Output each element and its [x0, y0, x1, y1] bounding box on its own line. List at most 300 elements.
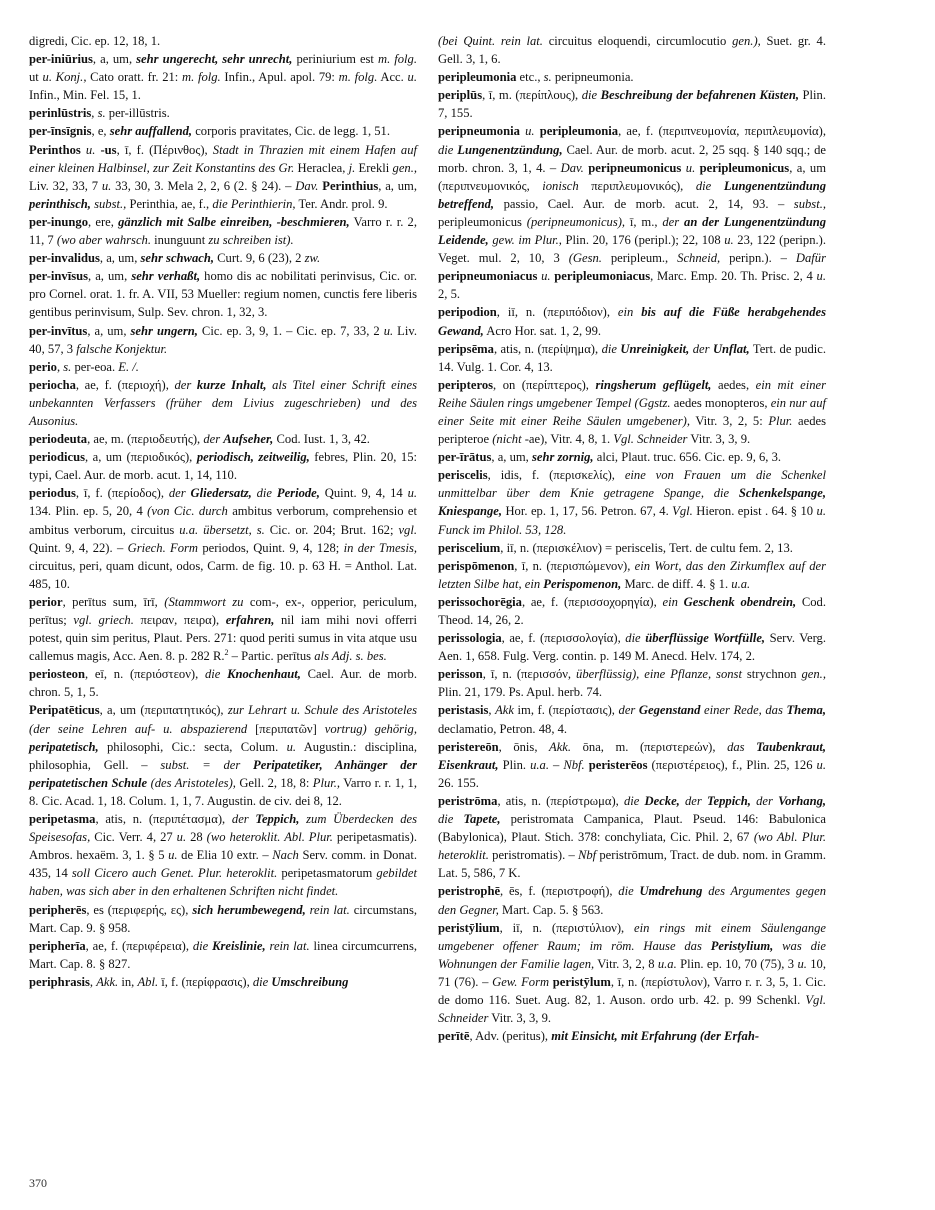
entry-text: j. — [348, 160, 356, 175]
headword: peripherēs — [29, 902, 87, 917]
translation: Thema, — [786, 703, 826, 718]
entry-text: Acro Hor. sat. 1, 2, 99. — [483, 323, 602, 338]
left-column — [29, 32, 417, 991]
dictionary-entry-peripteros — [438, 376, 826, 448]
headword: perior — [29, 594, 63, 609]
entry-text — [240, 758, 253, 772]
dictionary-entry-peripheres — [29, 901, 417, 937]
entry-text: (wo heteroklit. Abl. Plur. — [206, 830, 333, 845]
translation: Lungenentzündung betreffend, — [438, 178, 827, 211]
entry-text: s. — [543, 70, 552, 85]
headword: perispōmenon — [438, 558, 515, 573]
dictionary-entry-periphrasis-cont — [438, 32, 826, 68]
entry-text: ambitus verborum, comprehensio et ambitus verborum, circuitus — [29, 504, 417, 537]
entry-text: , a, um, — [378, 178, 417, 193]
headword: per-invalidus — [29, 251, 100, 266]
entry-text: circumstans, Mart. Cap. 9. § 958. — [29, 902, 417, 935]
entry-text: , atis, n. (περίψημα), — [493, 341, 602, 356]
entry-text: , ere, — [88, 214, 119, 229]
entry-text: peristromatis). – — [488, 848, 578, 863]
entry-text: u. — [286, 739, 297, 754]
entry-text: Quint. 9, 4, 14 — [319, 486, 408, 501]
entry-text: 26. 155. — [438, 775, 479, 790]
translation: kurze Inhalt, — [196, 377, 267, 392]
headword: perisson — [438, 667, 483, 682]
entry-text: aedes monopteros, — [670, 395, 771, 410]
headword: peristrophē — [438, 884, 501, 899]
entry-text: u. — [685, 160, 696, 175]
entry-text: febres, Plin. 20, 15: typi, Cael. Aur. de morb. acut. 1, 14, 110. — [29, 450, 418, 483]
entry-text: , ī, m. (περίπλους), — [482, 88, 582, 103]
entry-text: des Argumentes gegen den Gegner, — [438, 884, 826, 917]
headword: peripleumonicus — [699, 160, 790, 175]
entry-text: Suet. gr. 4. Gell. 3, 1, 6. — [438, 34, 826, 67]
entry-text: declamatio, Petron. 48, 4. — [438, 721, 568, 736]
entry-text: Hieron. epist . 64. § 10 — [692, 504, 817, 519]
entry-text: die — [204, 667, 221, 682]
entry-text: u.a. — [657, 956, 677, 971]
entry-text: Varro r. r. 2, 11, 7 — [29, 214, 417, 248]
entry-text: Vgl. Schneider — [613, 432, 688, 447]
translation: Tapete, — [463, 812, 501, 827]
headword: peripneumoniacus — [438, 269, 538, 284]
translation: Gegenstand — [638, 703, 701, 718]
dictionary-entry-peristylium — [438, 919, 826, 1028]
headword: periodus — [29, 486, 76, 501]
dictionary-entry-per-invalidus — [29, 249, 417, 267]
translation: Umschreibung — [271, 974, 349, 989]
entry-text: der — [685, 793, 702, 808]
entry-text: periniurium est — [292, 52, 378, 67]
entry-text: Schneid, — [677, 251, 721, 266]
entry-text: s. — [97, 106, 106, 121]
entry-text: per-eoa. — [71, 359, 119, 374]
entry-text: der — [662, 214, 680, 229]
entry-text: Akk. — [96, 974, 119, 989]
entry-text: Akk. — [549, 739, 572, 754]
headword: perissologia — [438, 631, 502, 646]
entry-text: per-illūstris. — [105, 106, 170, 121]
entry-text: s. — [63, 359, 72, 374]
entry-text: subst., — [94, 196, 127, 211]
entry-text: das — [727, 739, 745, 754]
entry-text: (von Cic. durch — [147, 504, 228, 519]
entry-text: die — [581, 88, 598, 103]
entry-text: , a, um (περιπνευμονικός, — [438, 160, 827, 193]
translation: bis auf die Füße herabgehendes Gewand, — [438, 305, 826, 338]
page-number: 370 — [29, 1176, 47, 1190]
headword: per-īnsīgnis — [29, 124, 92, 139]
headword: periocha — [29, 377, 76, 392]
entry-text: Cic. or. 204; Brut. 162; — [264, 522, 399, 537]
entry-text: circuitus eloquendi, circumlocutio — [542, 34, 733, 48]
entry-text: gen., — [392, 160, 417, 175]
headword: peripsēma — [438, 341, 494, 356]
entry-text: , iī, n. (περιπόδιον), — [496, 305, 618, 320]
translation: Aufseher, — [223, 432, 274, 447]
headword: per-iniūrius — [29, 52, 93, 67]
dictionary-entry-periphrasis — [29, 973, 417, 991]
entry-text: Vgl. Schneider — [438, 992, 826, 1026]
entry-text: , idis, f. (περισκελίς), — [487, 468, 625, 483]
headword: perissochorēgia — [438, 594, 522, 609]
entry-text — [711, 179, 724, 193]
translation: Peripatetiker, Anhänger der peripatetischen Schule — [29, 757, 417, 790]
headword: per-invīsus — [29, 269, 89, 284]
entry-text: u. — [816, 757, 826, 772]
entry-text: der — [618, 703, 636, 718]
entry-text: , ī, f. (περίοδος), — [75, 486, 169, 501]
entry-text: als Titel einer Schrift eines unbekannten Verfassers (früher dem Livius zugeschrieben) und des Ausonius. — [29, 377, 417, 428]
entry-text: u. — [724, 233, 734, 248]
dictionary-entry-per-iniurius — [29, 50, 417, 104]
entry-text: u. — [168, 848, 178, 863]
entry-text: Liv. 32, 33, 7 — [29, 178, 102, 193]
entry-text: u. Konj., — [42, 70, 87, 85]
entry-text: u. Funck im Philol. 53, 128. — [438, 504, 826, 537]
entry-text: ein rings mit einem Säulengange umgebener offener Raum; im röm. Hause das — [438, 920, 826, 953]
entry-text: strychnon — [741, 667, 802, 682]
translation: sehr auffallend, — [109, 124, 193, 139]
entry-text: aedes, — [711, 377, 756, 392]
dictionary-entry-per-inungo — [29, 213, 417, 249]
translation: Knochenhaut, — [227, 667, 301, 682]
entry-text: Liv. 40, 57, 3 — [29, 323, 418, 356]
entry-text: m. folg. — [377, 52, 417, 67]
dictionary-entry-peristasis — [438, 701, 826, 737]
entry-text: , ae, f. (περισσολογία), — [501, 631, 626, 646]
translation: Peristylium, — [710, 938, 774, 953]
entry-text: u. — [407, 70, 417, 85]
dictionary-entry-digredi — [29, 32, 417, 50]
translation: Schenkelspange, Kniespange, — [438, 486, 826, 519]
entry-text: , iī, n. (περισκέλιον) = periscelis, Tert. de cultu fem. 2, 13. — [500, 540, 793, 555]
entry-text: Plur., — [312, 775, 341, 790]
entry-text: 10, 71 (76). – — [438, 956, 826, 989]
entry-text: , — [91, 106, 98, 121]
dictionary-entry-periosteon — [29, 665, 417, 701]
entry-text: [περιπατῶν] — [247, 721, 325, 736]
translation: mit Einsicht, mit Erfahrung (der Erfah- — [551, 1029, 760, 1044]
entry-text: Cic. Verr. 4, 27 — [90, 830, 177, 845]
entry-text: , — [488, 703, 496, 718]
dictionary-entry-perite — [438, 1027, 826, 1045]
headword: peristȳlium — [438, 920, 500, 935]
entry-text: Infin., Min. Fel. 15, 1. — [29, 88, 141, 103]
entry-text: E. /. — [118, 359, 139, 374]
entry-text: Stadt in Thrazien mit einem Hafen auf einer kleinen Halbinsel, zur Zeit Konstantins des Gr. — [29, 142, 417, 175]
entry-text: Perinthia, ae, f., — [126, 196, 213, 211]
headword: per-īrātus — [438, 450, 492, 465]
translation: überflüssige Wortfülle, — [645, 631, 766, 646]
entry-text: im, f. (περίστασις), — [513, 703, 619, 718]
entry-text: , eī, n. (περιόστεον), — [84, 667, 205, 682]
headword: peripherīa — [29, 938, 86, 953]
entry-text: Plur. — [768, 413, 793, 428]
headword: Perinthos — [29, 142, 81, 157]
entry-text: u.a. — [731, 576, 751, 591]
entry-text: Serv. Verg. Aen. 1, 658. Fulg. Verg. contin. p. 149 M. Anecd. Helv. 174, 2. — [438, 631, 826, 664]
entry-text: zum Überdecken des Speisesofas, — [29, 812, 418, 845]
entry-text: falsche Konjektur. — [76, 341, 168, 356]
dictionary-entry-periodus — [29, 484, 417, 593]
headword: peristasis — [438, 703, 489, 718]
entry-text: u. — [797, 956, 807, 971]
headword: peripleumonia — [438, 70, 517, 85]
entry-text: die — [618, 884, 634, 899]
entry-text: (bei Quint. rein lat. — [438, 34, 543, 48]
entry-text: Nbf — [577, 848, 597, 863]
dictionary-entry-periscelis — [438, 466, 826, 538]
entry-text: peripleumonicus — [438, 214, 527, 229]
entry-text: die — [625, 631, 641, 646]
entry-text: Cael. Aur. de morb. acut. 2, 25 sqq. § 140 sqq.; de morb. chron. 3, 1, 4. – — [438, 142, 826, 175]
entry-text: vgl. — [398, 522, 417, 537]
entry-text — [453, 812, 463, 826]
entry-text: circuitus, peri, quam dicunt, odos, Carm. de fig. 10. p. 63 H. = Anthol. Lat. 485, 10. — [29, 558, 417, 591]
translation: sehr ungerecht, sehr unrecht, — [136, 52, 293, 67]
entry-text: Vgl. — [672, 504, 693, 519]
entry-text: Cod. Theod. 14, 26, 2. — [438, 594, 826, 627]
entry-text: , ae, m. (περιοδευτής), — [87, 432, 204, 447]
dictionary-entry-per-invitus — [29, 322, 417, 358]
entry-text: Mart. Cap. 5. § 563. — [498, 902, 604, 917]
entry-text: u. — [407, 486, 418, 501]
entry-text: gebildet haben, was sich aber in den erhaltenen Schriften nicht findet. — [29, 866, 417, 899]
entry-text: vortrug) gehörig, — [324, 721, 417, 736]
entry-text: die — [601, 341, 617, 356]
dictionary-entry-perisson — [438, 665, 826, 701]
entry-text: Dav. — [560, 160, 584, 175]
entry-text: (Stammwort zu — [164, 594, 244, 609]
entry-text: Marc. de diff. 4. § 1. — [621, 576, 732, 591]
entry-text: der — [231, 812, 249, 827]
headword: peristrōma — [438, 793, 498, 808]
dictionary-entry-peripodion — [438, 303, 826, 339]
entry-text: Infin., Apul. apol. 79: — [220, 70, 339, 85]
entry-text — [729, 486, 739, 500]
headword: periscelium — [438, 540, 501, 555]
entry-text: , Marc. Emp. 20. Th. Prisc. 2, 4 — [650, 269, 817, 284]
entry-text: die — [438, 812, 454, 827]
entry-text: Vitr. 3, 3, 9. — [488, 1011, 552, 1026]
translation: periodisch, zeitweilig, — [196, 450, 310, 465]
entry-text: (peripneumonicus), — [526, 214, 626, 229]
entry-text: peristromata Campanica, Plaut. Pseud. 146: Babulonica (Babylonica), Plaut. Stich. 378: conchyliata, Cic. Phil. 2, 67 — [438, 812, 826, 845]
headword: Perinthius — [322, 178, 379, 193]
translation: Vorhang, — [778, 793, 827, 808]
entry-text: (wo Abl. Plur. heteroklit. — [438, 830, 826, 863]
entry-text: Varro r. r. 1, 1, 8. Cic. Acad. 1, 18. Colum. 1, 1, 7. Augustin. de civ. dei 8, 12. — [29, 775, 417, 808]
entry-text: , atis, n. (περιπέτασμα), — [95, 812, 232, 827]
dictionary-entry-periodeuta — [29, 430, 417, 448]
translation: peripatetisch, — [29, 739, 99, 754]
dictionary-entry-per-iratus — [438, 448, 826, 466]
entry-text: Nach — [272, 848, 299, 863]
entry-text: Akk — [495, 703, 514, 718]
entry-text: die — [695, 178, 712, 193]
entry-text: , ae, f. (περιοχή), — [75, 377, 175, 392]
dictionary-entry-peristroma — [438, 792, 826, 882]
dictionary-entry-perissologia — [438, 629, 826, 665]
entry-text: gen.), — [732, 34, 761, 48]
headword: perio — [29, 359, 57, 374]
entry-text: Plin. ep. 10, 70 (75), 3 — [676, 956, 798, 971]
entry-text: (περιστέρειος), f., Plin. 25, 126 — [647, 757, 817, 772]
translation: Geschenk obendrein, — [683, 594, 797, 609]
dictionary-entry-peripateticus — [29, 701, 417, 810]
translation: Decke, — [644, 793, 680, 808]
translation: Umdrehung — [639, 884, 703, 899]
entry-text: passio, Cael. Aur. de morb. acut. 2, 14, 93. – — [494, 196, 794, 211]
entry-text: Hor. ep. 1, 17, 56. Petron. 67, 4. — [502, 504, 673, 519]
entry-text: , a, um, — [88, 269, 132, 284]
entry-text: 23, 122 (peripn.). Veget. mul. 2, 10, 3 — [438, 233, 826, 266]
dictionary-entry-per-invisus — [29, 267, 417, 321]
entry-text: Tert. de pudic. 14. Vulg. 1. Cor. 4, 13. — [438, 341, 826, 374]
headword: peristereōn — [438, 739, 499, 754]
entry-text: , a, um (περιοδικός), — [84, 450, 197, 465]
entry-text: ein — [617, 305, 634, 320]
entry-text: u. — [525, 124, 535, 139]
translation: Teppich, — [706, 793, 751, 808]
entry-text: eine von Frauen um die Schenkel unmittelbar über dem Knie getragene Spange, die — [438, 468, 826, 501]
entry-text: u. — [101, 178, 112, 193]
entry-text: , ī, n. (περισπώμενον), — [514, 558, 635, 573]
translation: sehr ungern, — [130, 323, 198, 338]
translation: sehr schwach, — [140, 251, 214, 266]
entry-text: , ae, f. (περιφέρεια), — [85, 938, 193, 953]
dictionary-entry-peripsema — [438, 340, 826, 376]
translation: Perispomenon, — [543, 576, 622, 591]
entry-text: eine Pflanze, sonst — [644, 667, 742, 682]
translation: Kreislinie, — [212, 938, 266, 953]
entry-text: , on (περίπτερος), — [493, 377, 596, 392]
entry-text: peripneumonia. — [551, 70, 634, 85]
entry-text: , ae, f. (περισσοχορηγία), — [521, 594, 663, 609]
headword: periodicus — [29, 450, 85, 465]
entry-text: , ōnis, — [498, 739, 550, 754]
entry-text: die — [623, 793, 640, 808]
entry-text: ionisch — [542, 178, 579, 193]
entry-text: com-, ex-, opperior, periculum, perītus; — [29, 594, 417, 627]
entry-text: , es (περιφερής, ες), — [86, 902, 193, 917]
headword: periosteon — [29, 667, 85, 682]
entry-text: in, — [118, 974, 138, 989]
entry-text: m. folg. — [338, 70, 378, 85]
entry-text: u. — [383, 323, 394, 338]
entry-text: peripn.). – — [720, 251, 796, 266]
entry-text: , Adv. (peritus), — [469, 1029, 552, 1044]
entry-text: ein mit einer Reihe Säulen rings umgebener Tempel (Ggstz. — [438, 377, 826, 410]
entry-text: Abl. — [137, 974, 159, 989]
dictionary-entry-perio — [29, 358, 417, 376]
entry-text: , ēs, f. (περιστροφή), — [500, 884, 619, 899]
headword: perītē — [438, 1029, 470, 1044]
entry-text: , a, um, — [99, 251, 141, 266]
translation: Taubenkraut, Eisenkraut, — [438, 739, 827, 772]
entry-text: einer Rede, das — [704, 703, 783, 718]
entry-text: der — [756, 793, 773, 808]
entry-text: homo dis ac nobilitati perinvisus, Cic. or. pro Cornel. orat. 1. fr. A. VII, 53 Mueller: regium nomen, cunctis fere liberis gentibus perinvisum, Sulp. Sev. chron. 1, 32, 3. — [29, 269, 418, 320]
entry-text: Cod. Iust. 1, 3, 42. — [273, 432, 370, 447]
entry-text: gen., — [801, 667, 826, 682]
dictionary-entry-perinthos — [29, 141, 417, 213]
headword: periodeuta — [29, 432, 88, 447]
entry-text: πειραν, πειρα), — [133, 613, 226, 627]
translation: Beschreibung der befahrenen Küsten, — [600, 88, 800, 103]
dictionary-entry-per-insignis — [29, 122, 417, 140]
entry-text — [773, 939, 782, 953]
translation: Teppich, — [255, 812, 300, 827]
headword: peripteros — [438, 377, 494, 392]
entry-text: Dafür — [795, 251, 826, 266]
entry-text: , ī, f. (Πέρινθος), — [116, 142, 213, 157]
entry-text: corporis pravitates, Cic. de legg. 1, 51. — [192, 124, 390, 139]
entry-text: Acc. — [377, 70, 408, 85]
entry-text: , a, um (περιπατητικός), — [99, 703, 228, 718]
translation: Gliedersatz, — [190, 486, 252, 501]
translation: Unflat, — [712, 341, 750, 356]
entry-text: , ae, f. (περιπνευμονία, περιπλευμονία), — [618, 124, 826, 139]
entry-text: linea circumcurrens, Mart. Cap. 8. § 827. — [29, 938, 417, 971]
entry-text: alci, Plaut. truc. 656. Cic. ep. 9, 6, 3. — [593, 450, 782, 465]
entry-text: vgl. griech. — [73, 613, 134, 627]
entry-text: der — [174, 377, 192, 392]
headword: peristerēos — [588, 757, 648, 772]
headword: periplūs — [438, 88, 483, 103]
translation: sehr verhaßt, — [131, 269, 201, 284]
entry-text: , a, um, — [491, 450, 532, 465]
entry-text: u. — [85, 142, 96, 157]
entry-text: (des Aristoteles), — [150, 775, 236, 790]
entry-text: zw. — [304, 251, 321, 266]
entry-text: 2, 5. — [438, 287, 461, 302]
entry-text: gew. im Plur., — [492, 233, 562, 248]
entry-text: nil iam mihi novi offerri potest, quin sim peritus, Plaut. Pers. 271: quod periti sumus in vita atque usu callemus magis, Acc. Aen. 8. p. 282 R. — [29, 613, 417, 664]
entry-text: die — [252, 974, 269, 989]
translation: ringsherum geflügelt, — [595, 377, 712, 392]
headword: peristȳlum — [552, 974, 611, 989]
dictionary-entry-periplus — [438, 86, 826, 122]
dictionary-entry-peristrophe — [438, 882, 826, 918]
entry-text: ein — [662, 594, 678, 609]
headword: per-invītus — [29, 323, 88, 338]
entry-text: digredi, Cic. ep. 12, 18, 1. — [29, 34, 161, 48]
headword: Peripatēticus — [29, 703, 100, 718]
translation: sehr zornig, — [531, 450, 594, 465]
translation: gänzlich mit Salbe einreiben, -beschmieren, — [118, 214, 350, 229]
entry-text: zur Lehrart u. Schule des Aristoteles (der seine Lehren auf- u. abspazierend — [29, 703, 417, 736]
entry-text: aedes peripteroe — [438, 413, 827, 447]
dictionary-entry-peripleumonia — [438, 68, 826, 86]
entry-text — [745, 740, 757, 754]
entry-text: Ter. Andr. prol. 9. — [295, 196, 388, 211]
entry-text: ein Wort, das den Zirkumflex auf der letzten Silbe hat, ein — [438, 558, 827, 591]
entry-text: u.a. übersetzt, s. — [179, 522, 265, 537]
entry-text: die — [438, 142, 454, 157]
entry-text: peripetasmatis). Ambros. hexaëm. 3, 1. § 5 — [29, 830, 418, 863]
entry-text: (Gesn. — [568, 251, 602, 266]
entry-text: u.a. – Nbf. — [530, 757, 585, 772]
entry-text: Plin. 20, 176 (peripl.); 22, 108 — [561, 233, 725, 248]
dictionary-entry-peripheria — [29, 937, 417, 973]
entry-text: inunguunt — [150, 233, 209, 248]
headword: periphrasis — [29, 974, 90, 989]
entry-text: , — [56, 359, 64, 374]
dictionary-entry-perispomenon — [438, 557, 826, 593]
entry-text: Vitr. 3, 2, 8 — [594, 956, 658, 971]
